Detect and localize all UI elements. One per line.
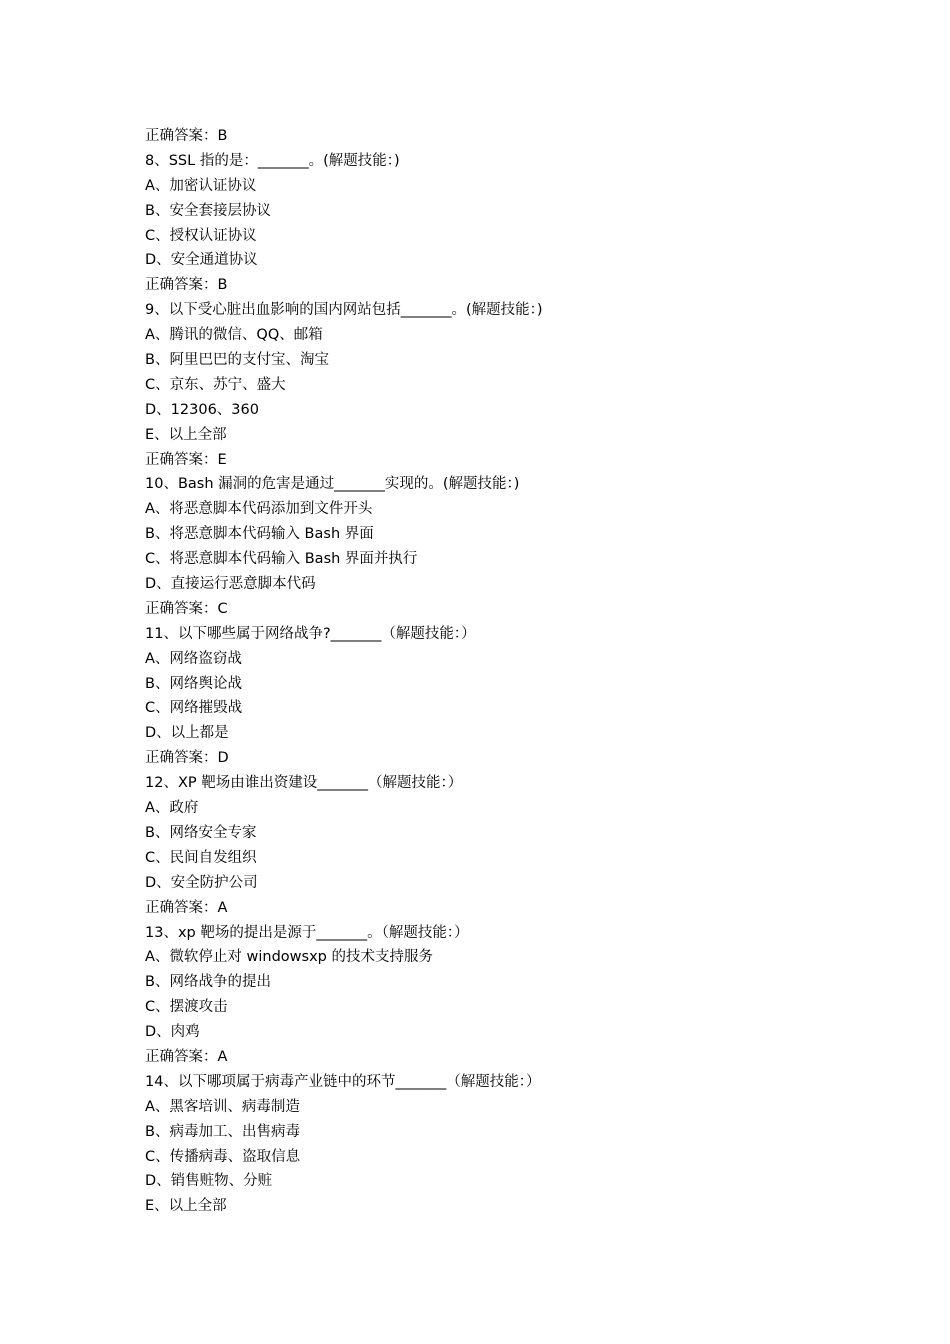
answer-line: 正确答案：E: [145, 451, 227, 468]
option-line: C、授权认证协议: [145, 227, 257, 244]
option-line: B、安全套接层协议: [145, 202, 271, 219]
question-line: 14、以下哪项属于病毒产业链中的环节_______（解题技能：）: [145, 1073, 541, 1090]
option-line: D、销售赃物、分赃: [145, 1173, 273, 1190]
answer-line: 正确答案：A: [145, 899, 228, 916]
option-line: B、网络安全专家: [145, 824, 257, 841]
option-line: A、加密认证协议: [145, 177, 257, 194]
answer-line: 正确答案：D: [145, 750, 229, 767]
option-line: D、以上都是: [145, 725, 229, 742]
option-line: B、将恶意脚本代码输入 Bash 界面: [145, 526, 374, 543]
option-line: A、将恶意脚本代码添加到文件开头: [145, 501, 373, 518]
option-line: E、以上全部: [145, 1198, 227, 1215]
question-line: 13、xp 靶场的提出是源于_______。（解题技能：）: [145, 924, 469, 941]
option-line: A、微软停止对 windowsxp 的技术支持服务: [145, 949, 433, 966]
option-line: A、网络盗窃战: [145, 650, 242, 667]
option-line: A、黑客培训、病毒制造: [145, 1098, 300, 1115]
option-line: E、以上全部: [145, 426, 227, 443]
option-line: D、肉鸡: [145, 1024, 200, 1041]
option-line: D、直接运行恶意脚本代码: [145, 576, 316, 593]
question-line: 12、XP 靶场由谁出资建设_______（解题技能：）: [145, 775, 463, 792]
answer-line: 正确答案：A: [145, 1048, 228, 1065]
question-line: 9、以下受心脏出血影响的国内网站包括_______。(解题技能：): [145, 302, 543, 319]
option-line: A、腾讯的微信、QQ、邮箱: [145, 327, 323, 344]
option-line: C、传播病毒、盗取信息: [145, 1148, 301, 1165]
option-line: B、阿里巴巴的支付宝、淘宝: [145, 352, 329, 369]
answer-line: 正确答案：B: [145, 277, 228, 294]
option-line: B、网络战争的提出: [145, 974, 271, 991]
question-line: 8、SSL 指的是：_______。(解题技能：): [145, 152, 400, 169]
option-line: C、京东、苏宁、盛大: [145, 376, 286, 393]
answer-line: 正确答案：B: [145, 128, 228, 144]
option-line: C、民间自发组织: [145, 849, 257, 866]
question-line: 11、以下哪些属于网络战争?_______（解题技能：）: [145, 625, 476, 642]
option-line: C、将恶意脚本代码输入 Bash 界面并执行: [145, 551, 418, 568]
option-line: B、网络舆论战: [145, 675, 242, 692]
option-line: C、摆渡攻击: [145, 999, 228, 1016]
answer-line: 正确答案：C: [145, 600, 228, 617]
option-line: C、网络摧毁战: [145, 700, 243, 717]
document-body: [145, 124, 845, 1219]
question-line: 10、Bash 漏洞的危害是通过_______实现的。(解题技能：): [145, 476, 520, 493]
option-line: D、12306、360: [145, 401, 259, 418]
option-line: D、安全通道协议: [145, 252, 258, 269]
option-line: A、政府: [145, 800, 199, 817]
option-line: B、病毒加工、出售病毒: [145, 1123, 300, 1140]
option-line: D、安全防护公司: [145, 874, 258, 891]
